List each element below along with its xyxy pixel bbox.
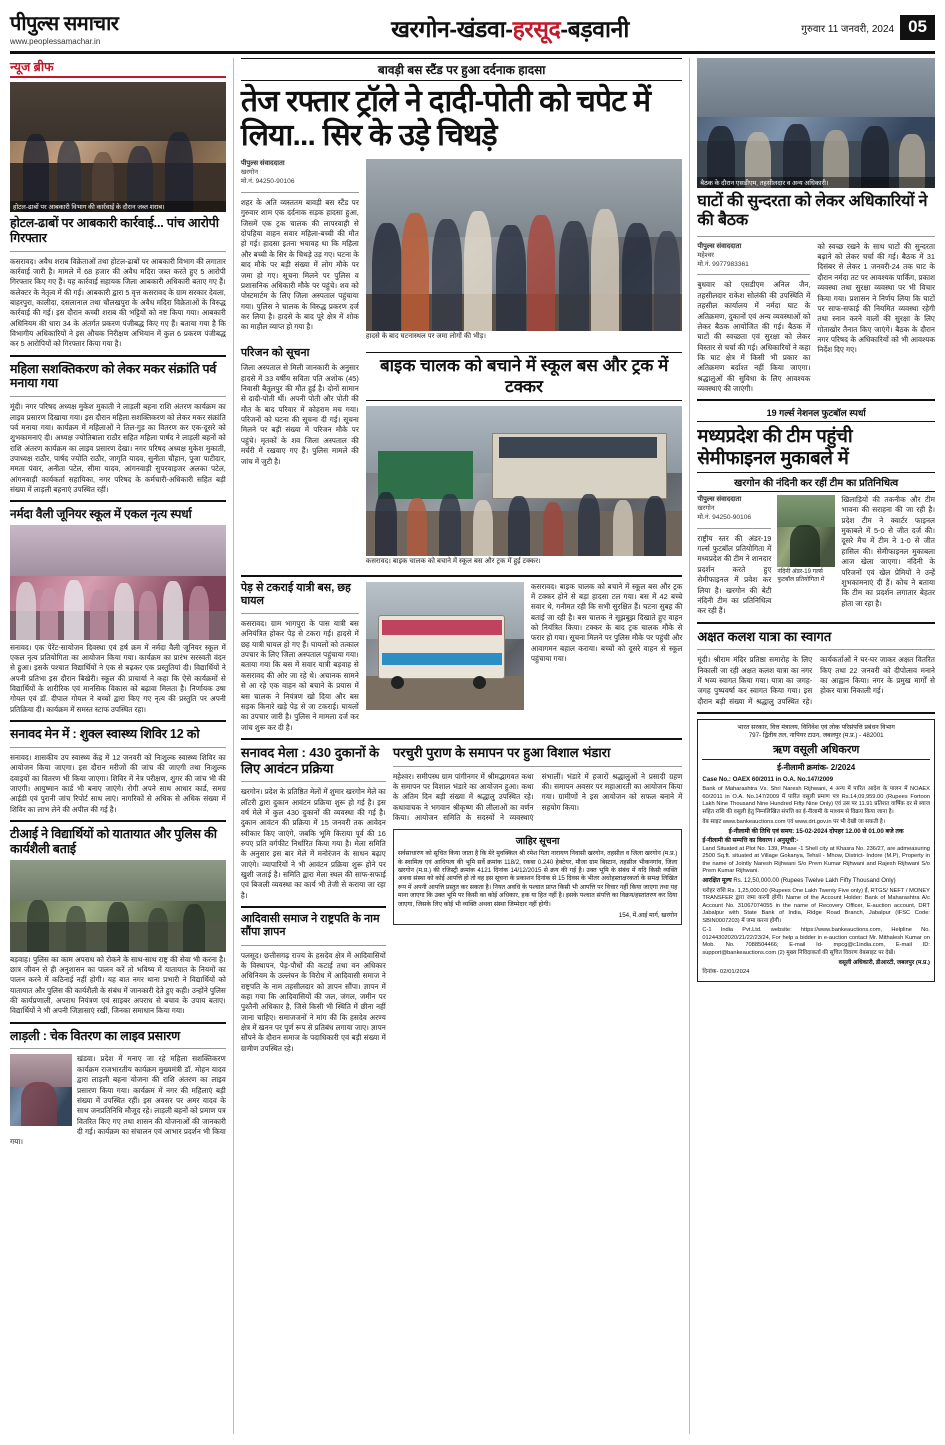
ad-case-no: Case No.: OAEX 60/2011 in O.A. No.147/2009: [702, 776, 834, 784]
ad-property-desc: Land Situated at Plot No. 139, Phase -1 Shell city at Khasra No. 236/27, are admeasuring 2500 Sq.ft. situated at Village Gokanya, Tehsil - Mhow, District- Indore (M.P), Property in the name of Jointly Naresh Rijhwani S/o Prem Kumar Rijhwani and Rajesh Rijhwani S/o Prem Kumar Rijhwani.: [702, 845, 930, 875]
lead-headline: तेज रफ्तार ट्रॉले ने दादी-पोती को चपेट में लिया... सिर के उड़े चिथड़े: [240, 85, 651, 153]
football-kicker: 19 गर्ल्स नेशनल फुटबॉल स्पर्धा: [697, 406, 935, 422]
brief-body: सनावद। एक पेरेंट-सायोजन दिवस्था एवं हर्ष क्रम में नर्मदा वैली जूनियर स्कूल में एकल नृत्य प्रतियोगिता का आयोजन किया गया। कार्यक्रम का प्रारंभ सरस्वती वंदन से हुआ। इसके पश्चात विद्यार्थियों ने एक से बढ़कर एक प्रस्तुतियां दी। विद्यार्थियों ने अपनी प्रतिभा इस दौरान बिखेरी। स्कूल की प्राचार्या ने कहा कि ऐसे कार्यक्रमों से विद्यार्थियों के शारीरिक एवं मानसिक विकास को बढ़ावा मिलता है। निर्णायक उषा गोयल एवं डॉ. दीपाल गोयल ने बच्चों द्वारा किए गए नृत्य की प्रस्तुति पर अपनी प्रतिक्रिया दी। कार्यक्रम में समस्त स्टाफ उपस्थित रहा।: [10, 642, 226, 714]
byline-place: महेश्वर: [697, 251, 714, 259]
football-headline: मध्यप्रदेश की टीम पहुंची सेमीफाइनल मुकाबले में: [697, 425, 853, 469]
mela-headline: सनावद मेला : 430 दुकानों के लिए आवंटन प्रक्रिया: [240, 744, 380, 776]
public-notice-box: [393, 829, 683, 925]
brief-headline: लाड़ली : चेक वितरण का लाइव प्रसारण: [10, 1028, 180, 1043]
photo-bus-truck-collision: [366, 406, 683, 556]
brief-item-5: [10, 827, 226, 1017]
public-notice-sign: 154, में.आई मार्ग, खरगोन: [618, 911, 678, 919]
brief-item-1: [10, 216, 226, 350]
byline-mobile: मो.नं. 9977983361: [697, 260, 749, 268]
brief-item-2: [10, 362, 226, 496]
byline-mobile: मो.नं. 94250-90106: [697, 513, 752, 521]
ad-reserve-price-label: आरक्षित मूल्य: [702, 877, 732, 884]
byline-source: पीपुल्स संवाददाता: [240, 160, 285, 168]
issue-date: गुरुवार 11 जनवरी, 2024: [801, 23, 895, 35]
football-body-right: खिलाड़ियों की तकनीक और टीम भावना की सराहना की जा रही है। प्रदेश टीम ने क्वार्टर फाइनल मुकाबले में 5-0 से जीत दर्ज की। दूसरे मैच में टीम ने 1-0 से जीत हासिल की। सेमीफाइनल मुकाबला आज खेला जाएगा। नंदिनी के परिजनों एवं खेल प्रेमियों ने उन्हें शुभकामनाएं दी हैं। कोच ने बताया कि टीम का प्रदर्शन लगातार बेहतर होता जा रहा है।: [841, 495, 935, 608]
column-left: [10, 58, 226, 1434]
brief-item-4: [10, 727, 226, 815]
byline-place: खरगोन: [240, 169, 258, 177]
public-notice-title: जाहिर सूचना: [515, 836, 560, 848]
ad-contact-block: C-1 India Pvt.Ltd. website: https://www.bankeauctions.com, Helpline No. 01244302020/21/22/23/24, For help a bidder in e-auction contact Mr. Mithalesh Kumar on Mob. No. 7088504466; E-mail Id- mpcg@c1india.com, E-mail ID: support@bankeauctions.com (2) मुख्य निविदाकर्ता की सूचित विवरण वेबसाइट पर देखें।: [702, 927, 930, 956]
ghat-headline: घाटों की सुन्दरता को लेकर अधिकारियों ने की बैठक: [697, 193, 928, 229]
ad-subtitle: ई-नीलामी क्रमांक- 2/2024: [777, 762, 856, 772]
column-divider: [233, 58, 234, 1434]
ghat-body-right: को स्वच्छ रखने के साथ घाटों की सुन्दरता बढ़ाने को लेकर चर्चा की गई। बैठक में 31 दिसंबर से लेकर 1 जनवरी-24 तक घाट के दौरान नर्मदा तट पर आवश्यक पार्किंग, प्रकाश व्यवस्था तथा सुरक्षा व्यवस्था पर भी विचार किया गया। प्रशासन ने निर्णय लिया कि घाटों पर साफ-सफाई की नियमित व्यवस्था रहेगी तथा स्नान करने वालों की सुरक्षा के लिए गोताखोर तैनात किए जाएंगे। बैठक के दौरान नगर परिषद के अधिकारियों को भी आवश्यक निर्देश दिए गए।: [817, 241, 935, 355]
photo-accident-crowd: [366, 159, 683, 331]
brief-headline: सनावद मेन में : शुक्ल स्वास्थ्य शिविर 12 को: [10, 727, 200, 742]
brief-item-6: [10, 1029, 226, 1148]
photo-bus-accident: [366, 582, 524, 710]
ad-website-line: वेब साइट www.bankeauctions.com एवं www.drt.gov.in पर भी देखी जा सकती है।: [702, 818, 885, 825]
ad-title: ऋण वसूली अधिकरण: [702, 743, 930, 760]
bottom-three-block: [241, 745, 683, 1054]
brief-body: सनावद। शासकीय उप स्वास्थ्य केंद्र में 12 जनवरी को निःशुल्क स्वास्थ्य शिविर का आयोजन किया जाएगा। इस दौरान मरीजों की जांच की जाएगी तथा निःशुल्क दवाइयों का वितरण भी किया जाएगा। शिविर में नेत्र परीक्षण, शुगर की जांच भी की जाएगी। आयुष्मान कार्ड भी बनाए जाएंगे। रोगी अपने साथ आधार कार्ड, समग्र आईडी एवं पुरानी जांच रिपोर्ट साथ लाएं। नागरिकों से अधिक से अधिक संख्या में शिविर का लाभ लेने की अपील की गई है।: [10, 752, 226, 814]
masthead-left: [10, 9, 265, 46]
photo-player-nandini: [777, 495, 835, 567]
section-tag-news-brief: न्यूज ब्रीफ: [10, 58, 226, 78]
bhandara-headline: परचुरी पुराण के समापन पर हुआ विशाल भंडारा: [392, 744, 611, 760]
subsection-body: जिला अस्पताल से मिली जानकारी के अनुसार हादसे में 33 वर्षीय सविता पति अशोक (45) निवासी बैतूलपुर की मौत हुई है। दोनों सामान से दादी-पोती थीं। अपनी पोती और पोती की मौत के बाद परिवार में कोहराम मच गया। परिजनों को घटना की सूचना दी गई। सूचना मिलने पर बड़ी संख्या में परिजन मौके पर पहुंचे। मृतकों के शव जिला अस्पताल की मर्चरी में रखवाए गए हैं। पुलिस मामले की जांच में जुटी है।: [240, 363, 359, 466]
photo-caption: हादसे के बाद घटनास्थल पर जमा लोगों की भीड़।: [365, 333, 487, 341]
brief-body: खंडवा। प्रदेश में मनाए जा रहे महिला सशक्तिकरण कार्यक्रम राजभारतीय कार्यक्रम मुख्यमंत्री डॉ. मोहन यादव द्वारा लाड़ली बहना योजना की राशि अंतरण का लाइव प्रसारण किया गया। कार्यक्रम में नगर की महिलाएं बड़ी संख्या में उपस्थित रहीं। इस अवसर पर अमर यादव के साथ जनप्रतिनिधि मौजूद रहे। लाड़ली बहनों को प्रमाण पत्र वितरित किए गए तथा शासन की योजनाओं की जानकारी दी गई। कार्यक्रम का संचालन एवं आभार प्रदर्शन भी किया गया।: [10, 1054, 226, 1147]
mela-body: खरगोन। प्रदेश के प्रतिष्ठित मेलों में शुमार खरगोन मेले का लॉटरी द्वारा दुकान आवंटन प्रक्रिया शुरू हो गई है। इस वर्ष मेले में कुल 430 दुकानों की व्यवस्था की गई है। दुकान आवंटन की प्रक्रिया में 15 जनवरी तक आवेदन स्वीकार किए जाएंगे, जबकि भूमि किराया पूर्व की 16 रुपए प्रति वर्गफीट निर्धारित किया गया है। मेला समिति के अनुसार इस बार मेले में मनोरंजन के साधन बढ़ाए जाएंगे। व्यापारियों ने भी आवंटन प्रक्रिया शुरू होने पर खुशी जताई है। समिति द्वारा मेला स्थल की साफ-सफाई एवं बिजली व्यवस्था का कार्य भी तेजी से कराया जा रहा है।: [240, 787, 386, 900]
brief-body: कसरावद। अवैध शराब विक्रेताओं तथा होटल-ढाबों पर आबकारी विभाग की लगातार कार्रवाई जारी है। मामले में 68 हजार की अवैध मदिरा जब्त करते हुए 5 आरोपी गिरफ्तार किए गए हैं। यह कार्रवाई सहायक जिला आबकारी अधिकारी बताए गए हैं। कलेक्टर के नेतृत्व में की गई। आबकारी द्वारा 5 वृत्त कसरावद के ग्राम सरकार देवला, बाहरपुरा, कालीदा, दसलानाल तथा चौलखपुरा के अवैध मदिरा विक्रेताओं के विरुद्ध कार्रवाई की गई। इस दौरान कच्ची शराब की भट्टियों को नष्ट किया गया। आबकारी अधिनियम की धारा 34 के अंतर्गत प्रकरण पंजीबद्ध किए गए हैं। बताया गया है कि विभागीय अधिकारियों ने इस औचक निरीक्षण अभियान में कुल 6 प्रकरण पंजीबद्ध कर 5 आरोपियों को गिरफ्तार किया गया है।: [10, 256, 226, 349]
ad-bank-line-2: 797- द्वितीय तल, नापियर टाउन, जबलपुर (म.प्र.) - 482001: [748, 732, 884, 740]
ad-officer: वसूली अधिकारी, डीआरटी, जबलपुर (म.प्र.): [838, 960, 930, 967]
subsection-headline: परिजन को सूचना: [240, 347, 310, 360]
ghat-body-left: बुधवार को एसडीएम अनिल जैन, तहसीलदार राकेश सोलंकी की उपस्थिति में तहसील कार्यालय में नर्मदा घाट के अतिक्रमण, दुकानों एवं अन्य व्यवस्थाओं को लेकर बैठक आयोजित की गई। बैठक में घाटों की स्वच्छता एवं सुरक्षा को लेकर विस्तार से चर्चा की गई। अधिकारियों ने कहा कि घाट क्षेत्र में किसी भी प्रकार का अतिक्रमण बर्दाश्त नहीं किया जाएगा। श्रद्धालुओं की सुविधा के लिए आवश्यक व्यवस्थाएं की जाएंगी।: [697, 280, 811, 394]
page-grid: [10, 58, 935, 1434]
adivasi-body: पलसूद। छत्तीसगढ़ राज्य के हसदेव क्षेत्र में आदिवासियों के विस्थापन, पेड़-पौधों की कटाई तथा वन अधिकार अधिनियम के उल्लंघन के विरोध में आदिवासी समाज ने राष्ट्रपति के नाम तहसीलदार को ज्ञापन सौंपा। ज्ञापन में कहा गया कि आदिवासियों की जल, जंगल, जमीन पर पुश्तैनी अधिकार है, जिसे किसी भी स्थिति में छीना नहीं जाना चाहिए। समाजजनों ने मांग की कि हसदेव अरण्य क्षेत्र में खनन पर पूर्ण रूप से प्रतिबंध लगाया जाए। ज्ञापन सौंपने के दौरान समाज के पदाधिकारी एवं बड़ी संख्या में ग्रामीण उपस्थित रहे।: [240, 950, 386, 1053]
akshat-headline: अक्षत कलश यात्रा का स्वागत: [697, 628, 832, 644]
brief-headline: महिला सशक्तिकरण को लेकर मकर संक्रांति पर्व मनाया गया: [10, 361, 217, 391]
page-number: 05: [900, 15, 935, 39]
photo-liquor-raid: [10, 82, 226, 212]
byline-source: पीपुल्स संवाददाता: [697, 496, 742, 504]
edition-part-1: खरगोन-खंडवा-: [391, 15, 513, 42]
masthead-right: [755, 15, 935, 39]
photo-officials-meeting: [697, 58, 935, 188]
photo-caption-inline: बैठक के दौरान एसडीएम, तहसीलदार व अन्य अधिकारी।: [697, 177, 935, 188]
brief-body: बड़वाह। पुलिस का काम अपराध को रोकने के साथ-साथ राष्ट्र की सेवा भी करना है। छात्र जीवन से ही अनुशासन का पालन करें तो भविष्य में यातायात के नियमों का पालन करने में कठिनाई नहीं होगी। यह बात नगर थाना प्रभारी ने विद्यार्थियों को यातायात और पुलिस की कार्यशैली के संबंध में जानकारी देते हुए कही। उन्होंने पुलिस की कार्यप्रणाली, अपराध नियंत्रण एवं साइबर अपराध से बचाव के उपाय बताए। विद्यार्थियों ने भी अपनी जिज्ञासाएं रखीं, जिनका समाधान किया गया।: [10, 954, 226, 1016]
column-divider: [689, 58, 690, 1434]
edition-part-2: -बड़वानी: [560, 15, 629, 42]
bus-tree-headline: पेड़ से टकराई यात्री बस, छह घायल: [240, 581, 351, 607]
ad-reserve-price: Rs. 12,50,000.00 (Rupees Twelve Lakh Fifty Thousand Only): [733, 877, 896, 884]
brief-headline: टीआई ने विद्यार्थियों को यातायात और पुलिस की कार्यशैली बताई: [10, 827, 217, 856]
byline: [241, 159, 359, 187]
mid-headline: बाइक चालक को बचाने में स्कूल बस और ट्रक में टक्कर: [366, 352, 683, 401]
football-subhead: खरगोन की नंदिनी कर रहीं टीम का प्रतिनिधित्व: [697, 472, 935, 492]
byline-place: खरगोन: [697, 504, 715, 512]
football-body-left: राष्ट्रीय स्तर की अंडर-19 गर्ल्स फुटबॉल प्रतियोगिता में मध्यप्रदेश की टीम ने शानदार प्रदर्शन करते हुए सेमीफाइनल में प्रवेश कर लिया है। खरगोन की बेटी नंदिनी टीम का प्रतिनिधित्व कर रही हैं।: [697, 533, 772, 616]
bus-tree-body: कसरावद। ग्राम भागपुरा के पास यात्री बस अनियंत्रित होकर पेड़ से टकरा गई। हादसे में छह यात्री घायल हो गए हैं। घायलों को तत्काल उपचार के लिए जिला अस्पताल पहुंचाया गया। बताया गया कि बस में सवार यात्री बड़वाह से कसरावद की ओर जा रहे थे। अचानक सामने से आ रहे एक वाहन को बचाने के प्रयास में बस चालक ने नियंत्रण खो दिया और बस सड़क किनारे खड़े पेड़ से जा टकराई। घायलों का उपचार जारी है। पुलिस ने मामला दर्ज कर जांच शुरू कर दी है।: [240, 619, 359, 732]
photo-dance-competition: [10, 525, 226, 640]
bus-truck-body: कसरावद। बाइक चालक को बचाने में स्कूल बस और ट्रक में टक्कर होने से बड़ा हादसा टल गया। बस में 42 बच्चे सवार थे, गनीमत रही कि सभी सुरक्षित हैं। घटना सुबह की बताई जा रही है। बस चालक ने सूझबूझ दिखाते हुए वाहन को नियंत्रित किया। टक्कर के बाद ट्रक चालक मौके से फरार हो गया। सूचना मिलने पर पुलिस मौके पर पहुंची और आवागमन बहाल कराया। बच्चों को दूसरे वाहन से स्कूल पहुंचाया गया।: [530, 581, 683, 664]
edition-title: [265, 12, 755, 44]
byline: [697, 242, 810, 270]
lead-secondary-block: [241, 347, 683, 570]
byline-source: पीपुल्स संवाददाता: [697, 242, 742, 250]
ad-date-line: दिनांक- 02/01/2024: [702, 969, 750, 976]
publication-url: www.peoplessamachar.in: [10, 37, 101, 46]
football-body-block: [697, 495, 935, 617]
bus-tree-block: [241, 582, 683, 733]
ad-emd-block: धरोहर राशि Rs. 1,25,000.00 (Rupees One Lakh Twenty Five only) ई, RTGS/ NEFT / MONEY TRANSFER द्वारा जमा करनी होगी। Name of the Account Holder: Bank of Maharashtra A/c Account No. 31067074055 in the name of Recovery Officer, E-auction account, DRT Jabalpur with State Bank of India, Ridge Road Branch, Jabalpur (IFSC Code: SBIN0007203) में जमा करना होगी।: [702, 887, 930, 924]
byline-mobile: मो.नं. 94250-90106: [240, 178, 295, 186]
photo-traffic-awareness: [10, 860, 226, 952]
column-right: [697, 58, 935, 1434]
byline: [697, 495, 771, 523]
lead-body-text: शहर के अति व्यस्ततम बावड़ी बस स्टैंड पर गुरुवार शाम एक दर्दनाक सड़क हादसा हुआ, जिसमें एक ट्रक चालक की लापरवाही से दोपहिया वाहन सवार महिला-बच्ची की मौत हो गई। हादसा इतना भयावह था कि महिला और बच्ची के सिर के चिथड़े उड़ गए। घटना के बाद मौके पर बड़ी संख्या में लोग मौके पर जमा हो गए। सूचना मिलने पर पुलिस व प्रशासनिक अधिकारी मौके पर पहुंचे। शव को पोस्टमार्टम के लिए जिला अस्पताल पहुंचाया गया। पुलिस ने चालक के विरुद्ध प्रकरण दर्ज कर लिया है। हादसे के बाद पूरे क्षेत्र में शोक का माहौल व्याप्त हो गया है।: [240, 198, 359, 332]
edition-part-red: हरसूद: [512, 15, 561, 42]
column-center: [241, 58, 683, 1434]
photo-ladli-broadcast: [10, 1054, 72, 1126]
lead-kicker: बावड़ी बस स्टैंड पर हुआ दर्दनाक हादसा: [241, 58, 683, 81]
ad-english-block: Bank of Maharashtra Vs. Shri Naresh Rijhwani, 4 अन्य में पारित आदेश के पालन में NOAEX 60/2011 in O.A. No.147/2009 में पारित वसूली प्रमाण पत्र Rs.14,09,959.00 (Rupees Fortoon Lakh Nine Thousand Nine Hundred Fifty Nine Only) एवं उस पर 11.91 प्रतिशत वार्षिक दर से ब्याज सहित राशि की वसूली हेतु निम्नलिखित संपत्ति का ई-नीलामी के माध्यम से विक्रय किया जाना है।: [702, 786, 930, 815]
brief-body: मूंदी। नगर परिषद अध्यक्ष मुकेश मुकाती ने लाड़ली बहना राशि अंतरण कार्यक्रम का लाइव प्रसारण दिखाया गया। इस दौरान महिला सशक्तिकरण को लेकर मकर संक्रांति पर्व मनाया गया। कार्यक्रम में महिलाओं ने तिल-गुड़ का वितरण कर एक-दूसरे को शुभकामनाएं दी। अध्यक्ष ज्योतिबाला राठौर सहित महिला पार्षद ने लाड़ली बहनों को राशि अंतरण कार्यक्रम का लाइव प्रसारण देखा। नगर परिषद अध्यक्ष मुकेश मुकाती, उपाध्यक्ष राठौर, पार्षद ज्योति राठौर, जागृति यादव, सुनीता चौहान, पूजा पाटीदार, ममता पंवार, अनीता पटेल, सीमा यादव, आंगनवाड़ी सुपरवाइजर अलका पटेल, आंगनवाड़ी कार्यकर्ता सहायिका, नगर परिषद के कर्मचारी-अधिकारी सहित बड़ी संख्या में लाड़ली बहनाएं उपस्थित रहीं।: [10, 402, 226, 495]
lead-body-block: [241, 159, 683, 345]
akshat-body: मूंदी। श्रीराम मंदिर प्रतिष्ठा समारोह के लिए निकाली जा रही अक्षत कलश यात्रा का नगर में भव्य स्वागत किया गया। यात्रा का जगह-जगह पुष्पवर्षा कर स्वागत किया गया। इस दौरान बड़ी संख्या में श्रद्धालु उपस्थित रहे। कार्यकर्ताओं ने घर-घर जाकर अक्षत वितरित किए तथा 22 जनवरी को दीपोत्सव मनाने का आह्वान किया। नगर के प्रमुख मार्गों से होकर यात्रा निकाली गई।: [697, 655, 935, 706]
brief-item-3: [10, 507, 226, 715]
photo-caption: नंदिनी अंडर-19 गर्ल्स फुटबॉल प्रतियोगिता में: [777, 569, 825, 583]
ad-property-head: ई-नीलामी की सम्पत्ति का विवरण / अनुसूची:-: [702, 838, 799, 845]
bhandara-body: महेश्वर। समीपस्थ ग्राम पांगीनगर में श्रीमद्भागवत कथा के समापन पर विशाल भंडारे का आयोजन हुआ। कथा के अंतिम दिन बड़ी संख्या में श्रद्धालु उपस्थित रहे। कथावाचक ने भगवान श्रीकृष्ण की लीलाओं का वर्णन किया। आयोजन समिति के सदस्यों ने व्यवस्थाएं संभालीं। भंडारे में हजारों श्रद्धालुओं ने प्रसादी ग्रहण की। समापन अवसर पर महाआरती का आयोजन किया गया। ग्रामीणों ने इस आयोजन को सफल बनाने में सहयोग किया।: [392, 771, 683, 823]
photo-caption: कसरावद। बाइक चालक को बचाने में स्कूल बस और ट्रक में हुई टक्कर।: [365, 557, 541, 565]
ghat-body-block: [697, 242, 935, 395]
auction-advertisement: [697, 719, 935, 982]
masthead: [10, 8, 935, 54]
brief-headline: होटल-ढाबों पर आबकारी कार्रवाई... पांच आरोपी गिरफ्तार: [10, 216, 219, 245]
public-notice-body: सर्वसाधारण को सूचित किया जाता है कि मेरे मुवक्किल श्री रमेश पिता नारायण निवासी खरगोन, तहसील व जिला खरगोन (म.प्र.) के स्वामित्व एवं आधिपत्य की भूमि सर्वे क्रमांक 118/2, रकबा 0.240 हेक्टेयर, मौजा ग्राम बिस्टान, तहसील भीकनगांव, जिला खरगोन (म.प्र.) की रजिस्ट्री क्रमांक 4121 दिनांक 14/12/2015 से क्रय की गई है। उक्त भूमि के संबंध में यदि किसी व्यक्ति अथवा संस्था को कोई आपत्ति हो तो वह इस सूचना के प्रकाशन दिनांक से 15 दिवस के भीतर अधोहस्ताक्षरकर्ता के समक्ष लिखित रूप में अपनी आपत्ति प्रस्तुत कर सकता है। नियत अवधि के पश्चात प्राप्त किसी भी आपत्ति पर विचार नहीं किया जाएगा तथा यह माना जाएगा कि उक्त भूमि पर किसी का कोई अधिकार, हक या हित नहीं है। इसके पश्चात संपत्ति का विक्रय/हस्तांतरण कर दिया जाएगा, जिसके लिए कोई भी व्यक्ति अथवा संस्था जिम्मेदार नहीं होगी।: [397, 850, 678, 908]
brief-headline: नर्मदा वैली जूनियर स्कूल में एकल नृत्य स्पर्धा: [10, 507, 192, 522]
photo-caption-inline: होटल-ढाबों पर आबकारी विभाग की कार्रवाई के दौरान जब्त शराब।: [10, 201, 226, 212]
publication-logo: पीपुल्स समाचार: [10, 13, 119, 35]
ad-auction-date: ई-नीलामी की तिथि एवं समय: 15-02-2024 दोपहर 12.00 से 01.00 बजे तक: [728, 828, 904, 836]
adivasi-headline: आदिवासी समाज ने राष्ट्रपति के नाम सौंपा ज्ञापन: [240, 913, 380, 939]
ad-bank-line-1: भारत सरकार, वित्त मंत्रालय, विनिवेश एवं लोक परिसंपत्ति प्रबंधन विभाग: [737, 723, 895, 731]
